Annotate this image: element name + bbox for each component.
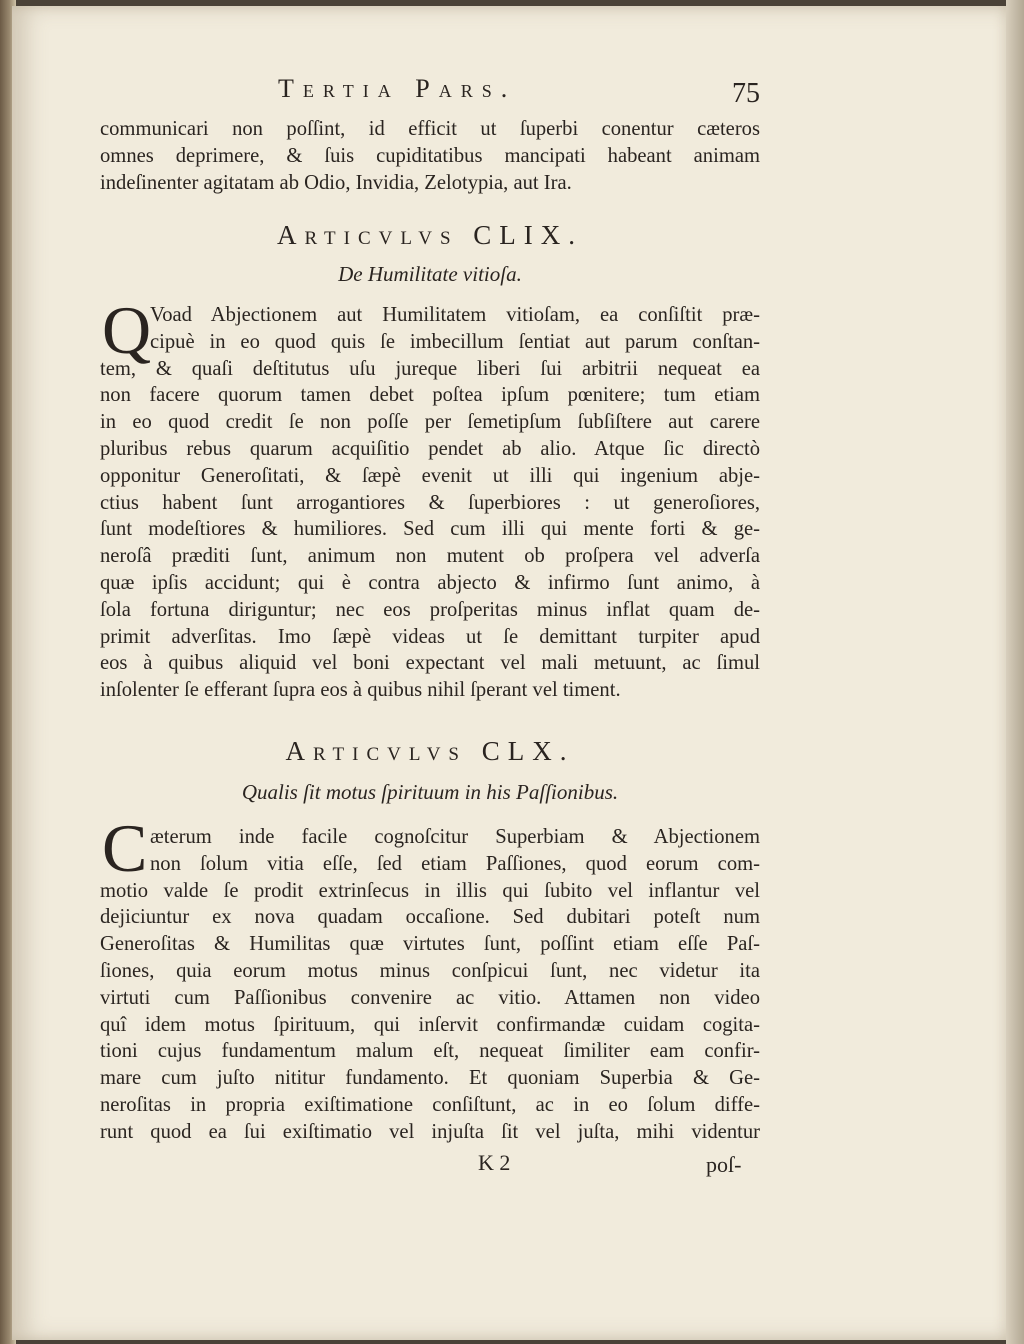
drop-cap: Q	[102, 292, 152, 368]
text-line: tioni cujus fundamentum malum eſt, nequeat ſimiliter eam confir-	[100, 1040, 760, 1063]
article-subtitle: De Humilitate vitioſa.	[338, 262, 522, 286]
text-line: cipuè in eo quod quis ſe imbecillum ſentiat aut parum conſtan-	[150, 330, 760, 353]
text-line: ſunt modeſtiores & humiliores. Sed cum illi qui mente forti & ge-	[100, 518, 760, 541]
page-header	[100, 74, 760, 110]
article-subtitle: Qualis ſit motus ſpirituum in his Paſſionibus.	[241, 780, 619, 804]
text-line: inſolenter ſe efferant ſupra eos à quibus nihil ſperant vel timent.	[100, 679, 621, 702]
text-line: Generoſitas & Humilitas quæ virtutes ſunt, poſſint etiam eſſe Paſ-	[100, 933, 760, 956]
text-line: primit adverſitas. Imo ſæpè videas ut ſe demittant turpiter apud	[100, 625, 760, 648]
text-line: quæ ipſis accidunt; qui è contra abjecto & infirmo ſunt animo, à	[100, 571, 760, 594]
signature-mark: K 2	[478, 1150, 511, 1175]
drop-cap: C	[102, 810, 148, 886]
running-head: Tertia Pars.	[278, 74, 517, 103]
text-line: ſola fortuna diriguntur; nec eos proſperitas minus inflat quam de-	[100, 598, 760, 621]
catchword: poſ-	[706, 1152, 742, 1177]
article-paragraph	[100, 824, 760, 1146]
article-paragraph	[100, 292, 760, 704]
text-line: mare cum juſto nititur fundamento. Et quoniam Superbia & Ge-	[100, 1067, 760, 1090]
page-number: 75	[732, 78, 760, 109]
text-line: communicari non poſſint, id efficit ut ſuperbi conentur cæteros	[100, 118, 760, 140]
carryover-paragraph	[100, 116, 760, 196]
text-line: opponitur Generoſitati, & ſæpè evenit ut illi qui ingenium abje-	[100, 464, 760, 487]
text-line: eos à quibus aliquid vel boni expectant vel mali metuunt, ac ſimul	[100, 652, 760, 675]
text-line: quî idem motus ſpirituum, qui inſervit confirmandæ cuidam cogita-	[100, 1013, 760, 1036]
text-line: runt quod ea ſui exiſtimatio vel injuſta ſit vel juſta, mihi videntur	[100, 1120, 760, 1143]
text-line: dejiciuntur ex nova quadam occaſione. Sed dubitari poteſt num	[100, 906, 760, 929]
text-line: tem, & quaſi deſtitutus uſu jureque liberi ſui arbitrii nequeat ea	[100, 357, 760, 380]
page-edge	[1006, 0, 1024, 1344]
text-line: virtuti cum Paſſionibus convenire ac vitio. Attamen non video	[100, 986, 760, 1009]
text-line: non ſolum vitia eſſe, ſed etiam Paſſiones, quod eorum com-	[150, 852, 760, 875]
text-line: ſiones, quia eorum motus minus conſpicui ſunt, nec videtur ita	[100, 959, 760, 982]
text-line: non facere quorum tamen debet poſtea ipſum pœnitere; tum etiam	[100, 384, 760, 407]
text-line: pluribus rebus quarum acquiſitio pendet ab alio. Atque ſic directò	[100, 437, 760, 460]
text-line: neroſâ præditi ſunt, animum non mutent ob proſpera vel adverſa	[100, 545, 760, 568]
text-line: motio valde ſe prodit extrinſecus in illis qui ſubito vel inflantur vel	[100, 879, 760, 902]
text-line: in eo quod credit ſe non poſſe per ſemetipſum ſubſiſtere aut carere	[100, 411, 760, 434]
text-line: Voad Abjectionem aut Humilitatem vitioſam, ea conſiſtit præ-	[150, 304, 760, 326]
article-heading: Articvlvs CLIX.	[277, 220, 583, 250]
text-line: omnes deprimere, & ſuis cupiditatibus mancipati habeant animam	[100, 144, 760, 167]
text-line: indeſinenter agitatam ab Odio, Invidia, Zelotypia, aut Ira.	[100, 171, 572, 194]
text-line: ctius habent ſunt arrogantiores & ſuperbiores : ut generoſiores,	[100, 491, 760, 514]
text-line: æterum inde facile cognoſcitur Superbiam & Abjectionem	[150, 826, 760, 848]
article-heading: Articvlvs CLX.	[285, 736, 575, 766]
text-line: neroſitas in propria exiſtimatione conſiſtunt, ac in eo ſolum diffe-	[100, 1093, 760, 1116]
